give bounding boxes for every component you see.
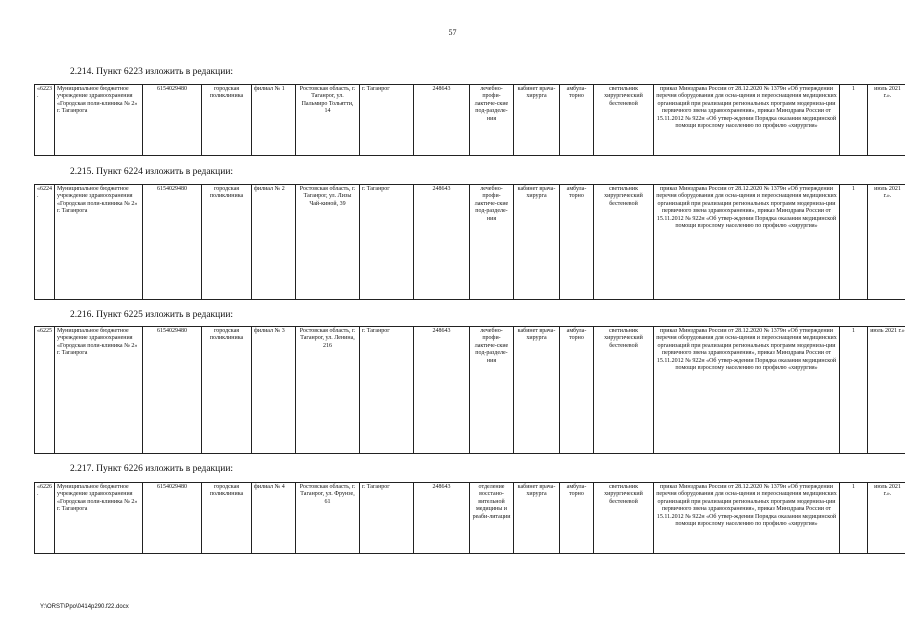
- cell-mode: амбула-торно: [560, 483, 594, 554]
- cell-mode: амбула-торно: [560, 185, 594, 300]
- cell-equipment: светильник хирургический бестеневой: [594, 327, 654, 454]
- record-table: [34, 482, 905, 554]
- cell-address: Ростовская область, г. Таганрог, ул. Пальмиро Тольятти, 14: [296, 85, 360, 156]
- cell-date: июль 2021 г.».: [868, 85, 905, 156]
- cell-order: приказ Минздрава России от 28.12.2020 № 1379н «Об утверждении перечня оборудования для осна-щения и переоснащения медицинских организаций при реализации региональных программ модерниза-ции первичного звена здравоохранения», приказ Минздрава России от 15.11.2012 № 922н «Об утвер-ждении Порядка оказания медицинской помощи взрослому населению по профилю «хирургия»: [654, 327, 840, 454]
- table-row: [35, 85, 905, 156]
- cell-order: приказ Минздрава России от 28.12.2020 № 1379н «Об утверждении перечня оборудования для осна-щения и переоснащения медицинских организаций при реализации региональных программ модерниза-ции первичного звена здравоохранения», приказ Минздрава России от 15.11.2012 № 922н «Об утвер-ждении Порядка оказания медицинской помощи взрослому населению по профилю «хирургия»: [654, 85, 840, 156]
- record-table: [34, 326, 905, 454]
- cell-mode: амбула-торно: [560, 85, 594, 156]
- cell-branch: филиал № 4: [252, 483, 296, 554]
- section-heading: 2.214. Пункт 6223 изложить в редакции:: [70, 67, 234, 77]
- cell-code: 248643: [414, 85, 470, 156]
- cell-number: «6226.: [35, 483, 55, 554]
- cell-code: 248643: [414, 483, 470, 554]
- cell-number: «6223.: [35, 85, 55, 156]
- cell-inn: 6154029480: [143, 185, 202, 300]
- cell-equipment: светильник хирургический бестеневой: [594, 85, 654, 156]
- cell-room: кабинет врача-хирурга: [514, 327, 560, 454]
- cell-address: Ростовская область, г. Таганрог, ул. Ленина, 216: [296, 327, 360, 454]
- cell-organization: Муниципальное бюджетное учреждение здравоохранения «Городская поли-клиника № 2» г. Таганрога: [55, 483, 143, 554]
- cell-date: июль 2021 г.».: [868, 185, 905, 300]
- record-table: [34, 184, 905, 300]
- cell-number: «6224.: [35, 185, 55, 300]
- cell-code: 248643: [414, 185, 470, 300]
- cell-city: г. Таганрог: [360, 85, 414, 156]
- record-table: [34, 84, 905, 156]
- cell-type: городская поликлиника: [202, 483, 252, 554]
- table-row: [35, 327, 905, 454]
- cell-organization: Муниципальное бюджетное учреждение здравоохранения «Городская поли-клиника № 2» г. Таганрога: [55, 327, 143, 454]
- cell-quantity: 1: [840, 483, 868, 554]
- cell-equipment: светильник хирургический бестеневой: [594, 483, 654, 554]
- cell-inn: 6154029480: [143, 85, 202, 156]
- cell-quantity: 1: [840, 185, 868, 300]
- cell-date: июль 2021 г.».: [868, 483, 905, 554]
- cell-type: городская поликлиника: [202, 327, 252, 454]
- table-row: [35, 483, 905, 554]
- cell-organization: Муниципальное бюджетное учреждение здравоохранения «Городская поли-клиника № 2» г. Таганрога: [55, 185, 143, 300]
- table-row: [35, 185, 905, 300]
- cell-city: г. Таганрог: [360, 185, 414, 300]
- section-heading: 2.216. Пункт 6225 изложить в редакции:: [70, 310, 234, 320]
- cell-code: 248643: [414, 327, 470, 454]
- cell-branch: филиал № 3: [252, 327, 296, 454]
- cell-date: июль 2021 г.»: [868, 327, 905, 454]
- file-path-footer: Y:\ORST\Ppo\0414p290.f22.docx: [40, 604, 129, 610]
- section-heading: 2.217. Пункт 6226 изложить в редакции:: [70, 464, 234, 474]
- cell-order: приказ Минздрава России от 28.12.2020 № 1379н «Об утверждении перечня оборудования для осна-щения и переоснащения медицинских организаций при реализации региональных программ модерниза-ции первичного звена здравоохранения», приказ Минздрава России от 15.11.2012 № 922н «Об утвер-ждении Порядка оказания медицинской помощи взрослому населению по профилю «хирургия»: [654, 483, 840, 554]
- cell-branch: филиал № 1: [252, 85, 296, 156]
- cell-quantity: 1: [840, 85, 868, 156]
- cell-address: Ростовская область, г. Таганрог, ул. Фрунзе, 61: [296, 483, 360, 554]
- cell-department: отделение восстано-вительной медицины и реаби-литации: [470, 483, 514, 554]
- cell-department: лечебно-профи-лактиче-ские под-разделе-ния: [470, 327, 514, 454]
- cell-organization: Муниципальное бюджетное учреждение здравоохранения «Городская поли-клиника № 2» г. Таганрога: [55, 85, 143, 156]
- cell-mode: амбула-торно: [560, 327, 594, 454]
- cell-address: Ростовская область, г. Таганрог, ул. Лизы Чай-киной, 39: [296, 185, 360, 300]
- cell-city: г. Таганрог: [360, 483, 414, 554]
- cell-number: «6225: [35, 327, 55, 454]
- cell-inn: 6154029480: [143, 483, 202, 554]
- cell-room: кабинет врача-хирурга: [514, 185, 560, 300]
- page-number: 57: [448, 28, 457, 37]
- cell-equipment: светильник хирургический бестеневой: [594, 185, 654, 300]
- cell-department: лечебно-профи-лактиче-ские под-разделе-ния: [470, 185, 514, 300]
- section-heading: 2.215. Пункт 6224 изложить в редакции:: [70, 167, 234, 177]
- cell-type: городская поликлиника: [202, 85, 252, 156]
- cell-quantity: 1: [840, 327, 868, 454]
- cell-type: городская поликлиника: [202, 185, 252, 300]
- cell-order: приказ Минздрава России от 28.12.2020 № 1379н «Об утверждении перечня оборудования для осна-щения и переоснащения медицинских организаций при реализации региональных программ модерниза-ции первичного звена здравоохранения», приказ Минздрава России от 15.11.2012 № 922н «Об утвер-ждении Порядка оказания медицинской помощи взрослому населению по профилю «хирургия»: [654, 185, 840, 300]
- cell-room: кабинет врача-хирурга: [514, 483, 560, 554]
- cell-department: лечебно-профи-лактиче-ские под-разделе-ния: [470, 85, 514, 156]
- cell-inn: 6154029480: [143, 327, 202, 454]
- cell-branch: филиал № 2: [252, 185, 296, 300]
- cell-room: кабинет врача-хирурга: [514, 85, 560, 156]
- cell-city: г. Таганрог: [360, 327, 414, 454]
